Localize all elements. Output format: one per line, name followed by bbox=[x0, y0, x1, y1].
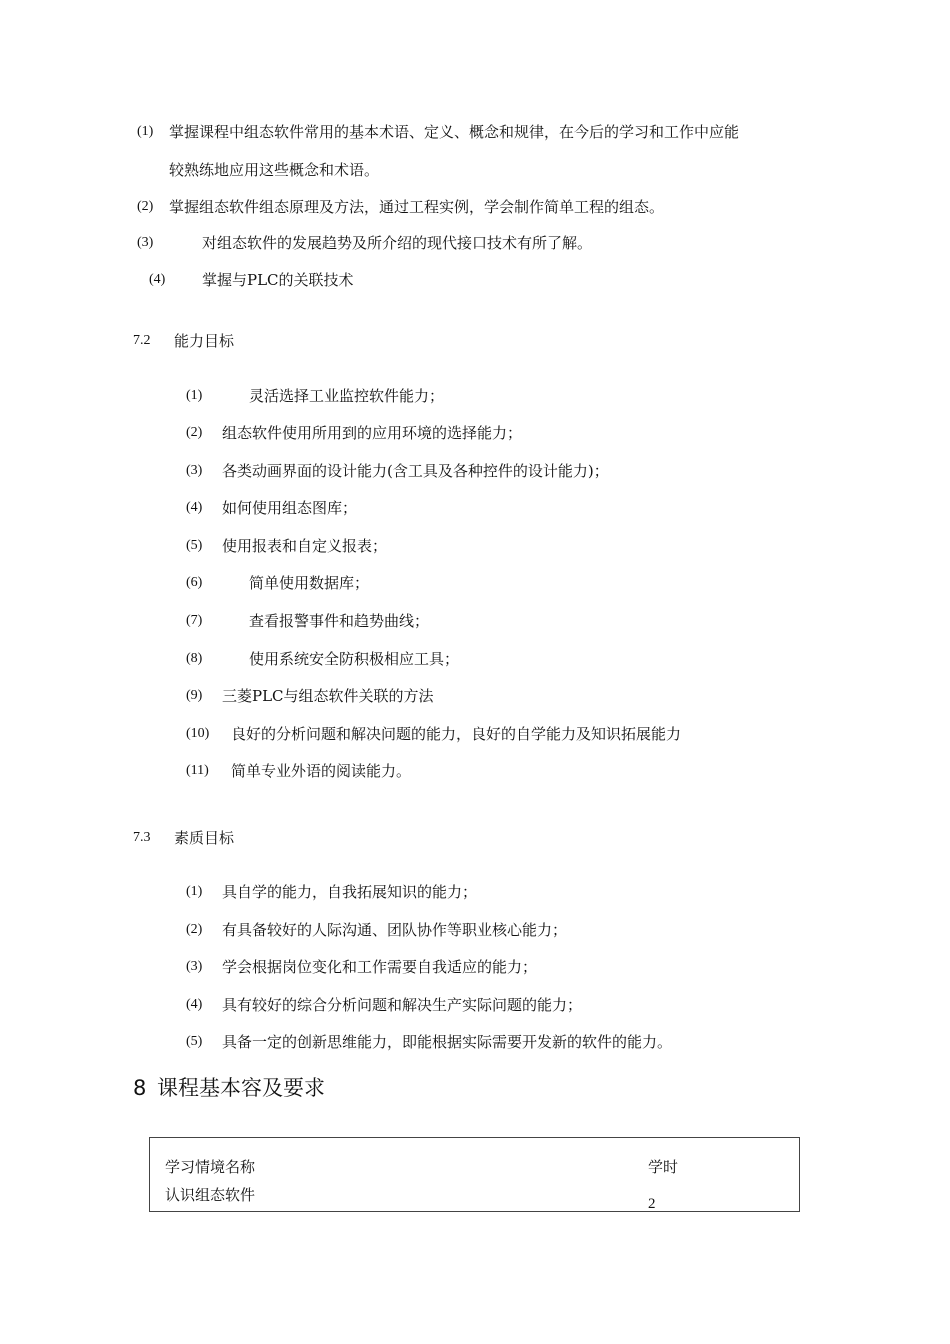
table-header-hours: 学时 bbox=[648, 1158, 679, 1176]
list-text: 灵活选择工业监控软件能力； bbox=[249, 387, 445, 405]
list-text: 具自学的能力，自我拓展知识的能力； bbox=[222, 883, 478, 901]
list-text: 具备一定的创新思维能力，即能根据实际需要开发新的软件的能力。 bbox=[222, 1033, 673, 1051]
list-text: 掌握与PLC的关联技术 bbox=[202, 271, 354, 289]
table-cell-name: 认识组态软件 bbox=[165, 1186, 256, 1204]
table-header-name: 学习情境名称 bbox=[165, 1158, 256, 1176]
list-number: (2) bbox=[186, 425, 203, 440]
section-number: 7.2 bbox=[133, 333, 151, 348]
list-number: (3) bbox=[186, 463, 203, 478]
list-text: 对组态软件的发展趋势及所介绍的现代接口技术有所了解。 bbox=[202, 234, 593, 252]
section-number: 7.3 bbox=[133, 830, 151, 845]
list-text: 简单使用数据库； bbox=[249, 574, 370, 592]
list-number: (4) bbox=[186, 997, 203, 1012]
list-number: (3) bbox=[137, 235, 154, 250]
list-text: 使用系统安全防积极相应工具； bbox=[249, 650, 460, 668]
list-number: (2) bbox=[137, 199, 154, 214]
list-number: (4) bbox=[186, 500, 203, 515]
list-text: 掌握课程中组态软件常用的基本术语、定义、概念和规律，在今后的学习和工作中应能 bbox=[169, 123, 740, 141]
list-number: (1) bbox=[186, 884, 203, 899]
list-number: (9) bbox=[186, 688, 203, 703]
list-text: 学会根据岗位变化和工作需要自我适应的能力； bbox=[222, 958, 538, 976]
list-number: (5) bbox=[186, 538, 203, 553]
list-text: 有具备较好的人际沟通、团队协作等职业核心能力； bbox=[222, 921, 568, 939]
section-title: 能力目标 bbox=[174, 332, 235, 350]
list-number: (8) bbox=[186, 651, 203, 666]
list-text-continuation: 较熟练地应用这些概念和术语。 bbox=[169, 161, 380, 179]
list-text: 简单专业外语的阅读能力。 bbox=[231, 762, 412, 780]
list-number: (4) bbox=[149, 272, 166, 287]
list-number: (5) bbox=[186, 1034, 203, 1049]
list-number: (2) bbox=[186, 922, 203, 937]
list-text: 掌握组态软件组态原理及方法，通过工程实例，学会制作简单工程的组态。 bbox=[169, 198, 665, 216]
table-cell-hours: 2 bbox=[648, 1196, 656, 1212]
section-title: 素质目标 bbox=[174, 829, 235, 847]
list-number: (11) bbox=[186, 763, 209, 778]
learning-situation-table bbox=[149, 1137, 800, 1212]
list-text: 组态软件使用所用到的应用环境的选择能力； bbox=[222, 424, 523, 442]
list-text: 各类动画界面的设计能力(含工具及各种控件的设计能力)； bbox=[222, 462, 609, 480]
list-number: (7) bbox=[186, 613, 203, 628]
list-text: 使用报表和自定义报表； bbox=[222, 537, 388, 555]
list-number: (3) bbox=[186, 959, 203, 974]
list-number: (10) bbox=[186, 726, 210, 741]
list-number: (6) bbox=[186, 575, 203, 590]
list-number: (1) bbox=[186, 388, 203, 403]
chapter-title: 课程基本容及要求 bbox=[157, 1076, 325, 1100]
chapter-number: 8 bbox=[133, 1076, 147, 1100]
list-text: 如何使用组态图库； bbox=[222, 499, 358, 517]
list-text: 查看报警事件和趋势曲线； bbox=[249, 612, 430, 630]
list-text: 良好的分析问题和解决问题的能力，良好的自学能力及知识拓展能力 bbox=[231, 725, 682, 743]
list-text: 具有较好的综合分析问题和解决生产实际问题的能力； bbox=[222, 996, 583, 1014]
list-text: 三菱PLC与组态软件关联的方法 bbox=[222, 687, 434, 705]
list-number: (1) bbox=[137, 124, 154, 139]
